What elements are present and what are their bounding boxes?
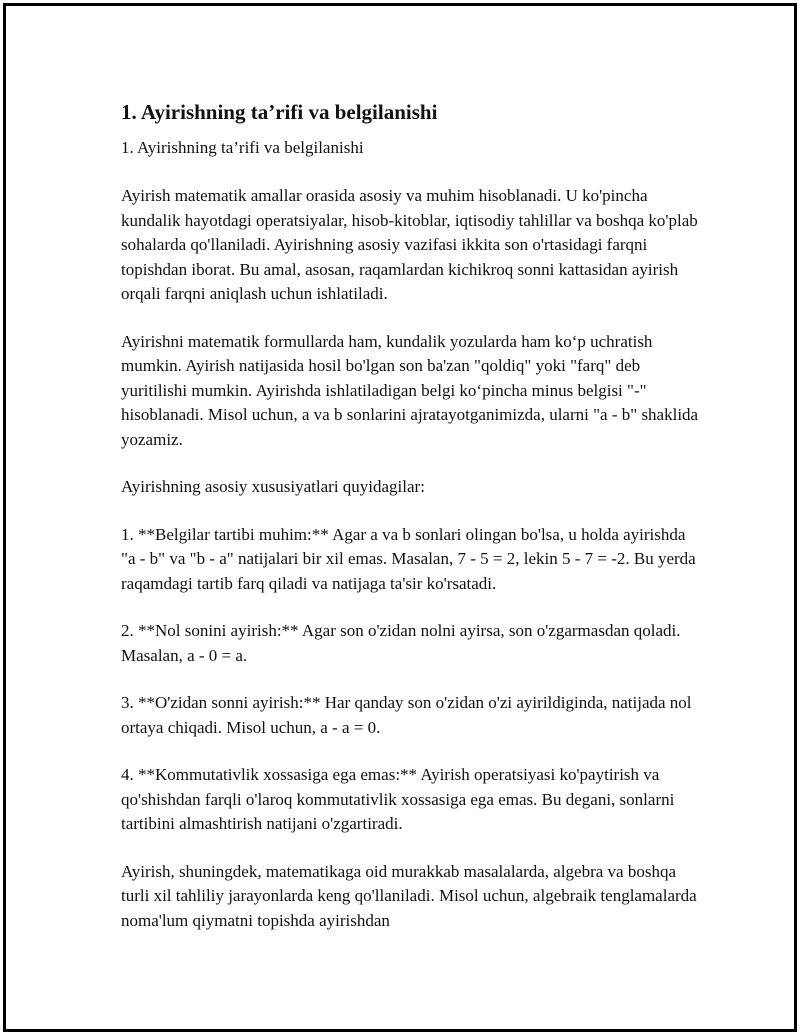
document-title: 1. Ayirishning ta’rifi va belgilanishi bbox=[121, 100, 438, 124]
paragraph-property-3: 3. **O'zidan sonni ayirish:** Har qanday son o'zidan o'zi ayirildiginda, natijada nol ortaya chiqadi. Misol uchun, a - a = 0. bbox=[121, 693, 692, 737]
section-subtitle: 1. Ayirishning ta’rifi va belgilanishi bbox=[121, 138, 364, 157]
paragraph-intro: Ayirish matematik amallar orasida asosiy va muhim hisoblanadi. U ko'pincha kundalik hayotdagi operatsiyalar, hisob-kitoblar, iqtisodiy tahlillar va boshqa ko'plab sohalarda qo'llaniladi. Ayirishning asosiy vazifasi ikkita son o'rtasidagi farqni topishdan iborat. Bu amal, asosan, raqamlardan kichikroq sonni kattasidan ayirish orqali farqni aniqlash uchun ishlatiladi. bbox=[121, 186, 698, 303]
page-frame bbox=[3, 3, 797, 1032]
paragraph-property-1: 1. **Belgilar tartibi muhim:** Agar a va b sonlari olingan bo'lsa, u holda ayirishda "a - b" va "b - a" natijalari bir xil emas. Masalan, 7 - 5 = 2, lekin 5 - 7 = -2. Bu yerda raqamdagi tartib farq qiladi va natijaga ta'sir ko'rsatadi. bbox=[121, 524, 696, 593]
paragraph-notation: Ayirishni matematik formullarda ham, kundalik yozularda ham ko‘p uchratish mumkin. Ayirish natijasida hosil bo'lgan son ba'zan "qoldiq" yoki "farq" deb yuritilishi mumkin. Ayirishda ishlatiladigan belgi ko‘pincha minus belgisi "-" hisoblanadi. Misol uchun, a va b sonlarini ajratayotganimizda, ularni "a - b" shaklida yozamiz. bbox=[121, 331, 699, 449]
paragraph-property-2: 2. **Nol sonini ayirish:** Agar son o'zidan nolni ayirsa, son o'zgarmasdan qoladi. Masalan, a - 0 = a. bbox=[121, 621, 681, 665]
document-body bbox=[121, 98, 701, 956]
paragraph-conclusion: Ayirish, shuningdek, matematikaga oid murakkab masalalarda, algebra va boshqa turli xil tahliliy jarayonlarda keng qo'llaniladi. Misol uchun, algebraik tenglamalarda noma'lum qiymatni topishda ayirishdan bbox=[121, 861, 697, 930]
paragraph-property-4: 4. **Kommutativlik xossasiga ega emas:** Ayirish operatsiyasi ko'paytirish va qo'shishdan farqli o'laroq kommutativlik xossasiga ega emas. Bu degani, sonlarni tartibini almashtirish natijani o'zgartiradi. bbox=[121, 765, 675, 833]
paragraph-properties-heading: Ayirishning asosiy xususiyatlari quyidagilar: bbox=[121, 477, 425, 496]
